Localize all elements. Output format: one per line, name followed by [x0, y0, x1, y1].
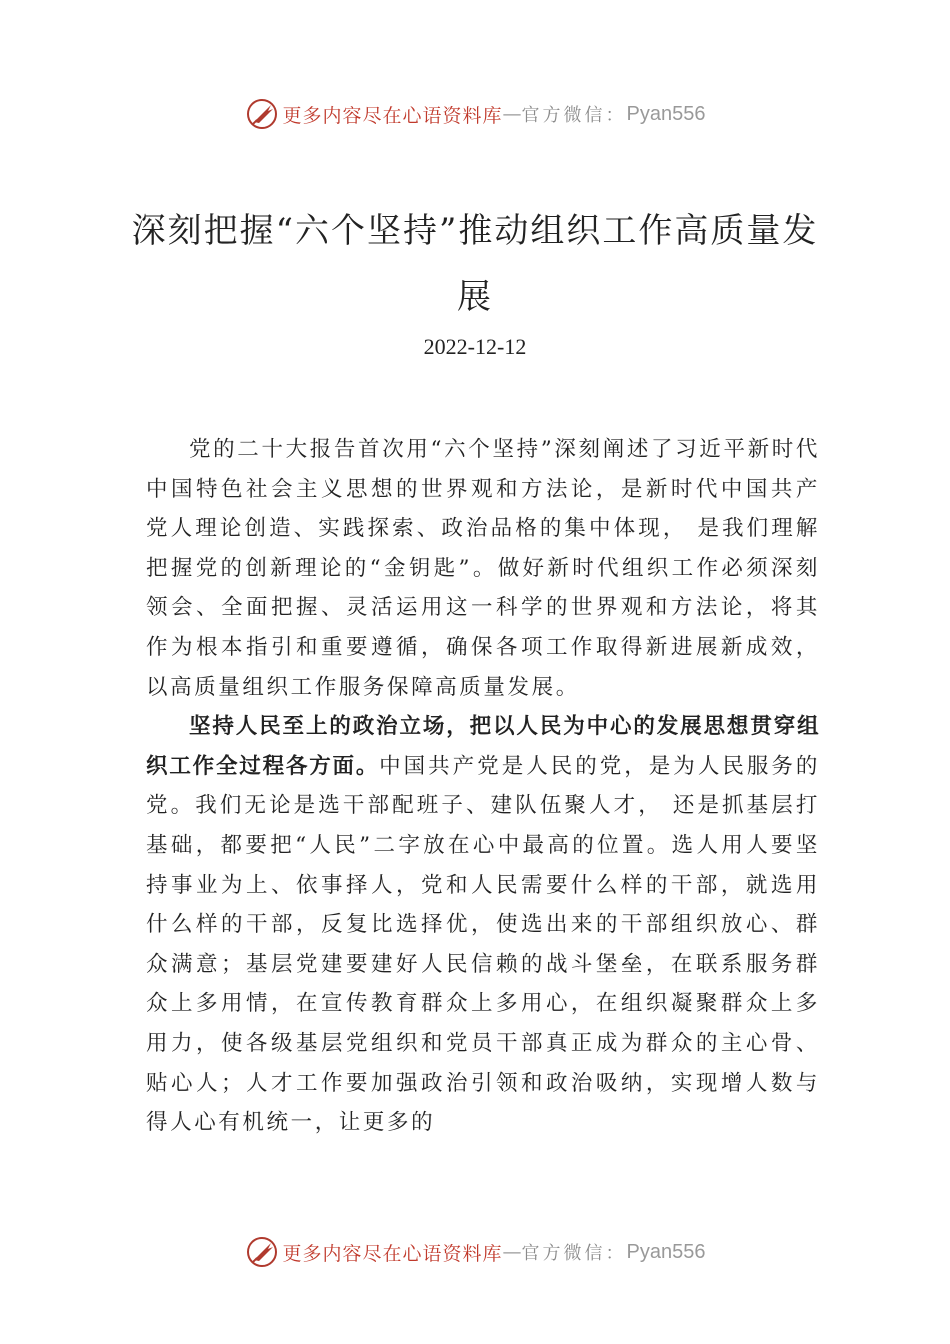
banner-label: 官方微信：	[521, 105, 627, 126]
article-title: 深刻把握“六个坚持”推动组织工作高质量发展	[131, 211, 819, 317]
watermark-banner-bottom	[0, 1232, 950, 1272]
banner-separator: —	[502, 1241, 522, 1263]
banner-brand: 更多内容尽在心语资料库	[282, 104, 503, 127]
banner-brand: 更多内容尽在心语资料库	[282, 1242, 503, 1265]
banner-wechat-id: Pyan556	[626, 1240, 706, 1263]
paragraph-intro: 党的二十大报告首次用“六个坚持”深刻阐述了习近平新时代中国特色社会主义思想的世界观和方法论，是新时代中国共产党人理论创造、实践探索、政治品格的集中体现， 是我们理解把握党的创新理论的“金钥匙”。做好新时代组织工作必须深刻领会、全面把握、灵活运用这一科学的世界观和方法论，将其作为根本指引和重要遵循，确保各项工作取得新进展新成效，以高质量组织工作服务保障高质量发展。	[146, 437, 820, 700]
paragraph-people-first	[146, 707, 820, 1143]
paragraph-text: 中国共产党是人民的党，是为人民服务的党。我们无论是选干部配班子、建队伍聚人才， 还是抓基层打基础，都要把“人民”二字放在心中最高的位置。选人用人要坚持事业为上、依事择人，党和人民需要什么样的干部，就选用什么样的干部，反复比选择优，使选出来的干部组织放心、群众满意；基层党建要建好人民信赖的战斗堡垒，在联系服务群众上多用情，在宣传教育群众上多用心，在组织凝聚群众上多用力，使各级基层党组织和党员干部真正成为群众的主心骨、贴心人；人才工作要加强政治引领和政治吸纳，实现增人数与得人心有机统一，让更多的	[146, 753, 820, 1136]
banner-separator: —	[502, 103, 522, 125]
watermark-banner-top	[0, 94, 950, 134]
article-date: 2022-12-12	[423, 334, 527, 359]
banner-label: 官方微信：	[521, 1243, 627, 1264]
quill-seal-icon	[245, 1235, 279, 1269]
quill-seal-icon	[245, 97, 279, 131]
paragraph-lead: 坚持人民至上的政治立场，把以人民为中心的发展思想贯穿组织工作全过程各方面。	[146, 714, 820, 779]
article-body	[146, 430, 820, 1143]
banner-wechat-id: Pyan556	[626, 102, 706, 125]
